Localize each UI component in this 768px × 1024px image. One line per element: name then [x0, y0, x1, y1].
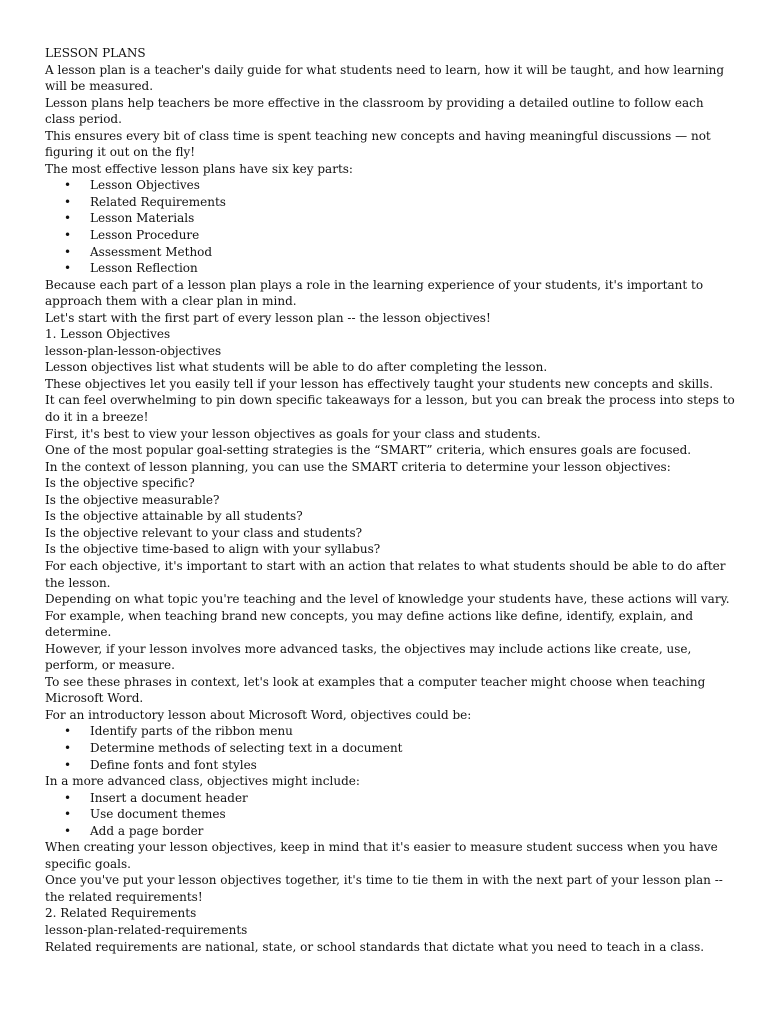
list-item — [64, 260, 735, 277]
paragraph: This ensures every bit of class time is spent teaching new concepts and having meaningful discussions — not figuring it out on the fly! — [45, 128, 711, 160]
bullet-icon: • — [64, 740, 72, 755]
list-item-text: Lesson Procedure — [90, 228, 200, 243]
document-title: LESSON PLANS — [45, 46, 146, 60]
paragraph: When creating your lesson objectives, keep in mind that it's easier to measure student success when you have specific goals. — [45, 840, 718, 871]
bullet-icon: • — [64, 244, 72, 259]
paragraph: Once you've put your lesson objectives together, it's time to tie them in with the next part of your lesson plan -- the related requirements! — [45, 873, 723, 904]
bullet-icon: • — [64, 228, 72, 243]
paragraph: Lesson objectives list what students will be able to do after completing the lesson. — [45, 360, 548, 375]
list-item — [64, 823, 735, 840]
list-item-text: Identify parts of the ribbon menu — [90, 724, 293, 739]
paragraph: It can feel overwhelming to pin down specific takeaways for a lesson, but you can break the process into steps to do it in a breeze! — [45, 393, 735, 425]
paragraph: Depending on what topic you're teaching and the level of knowledge your students have, these actions will vary. — [45, 592, 730, 607]
list-item-text: Define fonts and font styles — [90, 757, 257, 772]
list-item — [64, 177, 735, 194]
list-item — [64, 244, 735, 261]
intro-objectives-list — [45, 723, 735, 773]
paragraph: In the context of lesson planning, you can use the SMART criteria to determine your lesson objectives: — [45, 459, 671, 474]
advanced-objectives-list — [45, 790, 735, 840]
section-heading: 1. Lesson Objectives — [45, 327, 171, 342]
smart-question: Is the objective specific? — [45, 476, 195, 491]
section-slug: lesson-plan-lesson-objectives — [45, 343, 222, 358]
paragraph: In a more advanced class, objectives might include: — [45, 774, 360, 789]
bullet-icon: • — [64, 261, 72, 276]
paragraph: A lesson plan is a teacher's daily guide for what students need to learn, how it will be taught, and how learning will be measured. — [45, 62, 725, 94]
list-item-text: Use document themes — [90, 807, 226, 822]
list-item-text: Add a page border — [90, 823, 204, 838]
list-item-text: Lesson Objectives — [90, 178, 200, 193]
bullet-icon: • — [64, 724, 72, 739]
section-heading: 2. Related Requirements — [45, 906, 197, 921]
list-item — [64, 757, 735, 774]
list-item-text: Related Requirements — [90, 194, 226, 209]
paragraph: For an introductory lesson about Microsoft Word, objectives could be: — [45, 707, 472, 722]
bullet-icon: • — [64, 178, 72, 193]
paragraph: These objectives let you easily tell if your lesson has effectively taught your students new concepts and skills. — [45, 376, 714, 391]
bullet-icon: • — [64, 211, 72, 226]
paragraph: Related requirements are national, state, or school standards that dictate what you need to teach in a class. — [45, 939, 705, 954]
bullet-icon: • — [64, 807, 72, 822]
smart-question: Is the objective measurable? — [45, 492, 220, 507]
paragraph: Because each part of a lesson plan plays a role in the learning experience of your students, it's important to approach them with a clear plan in mind. — [45, 277, 704, 309]
paragraph: Lesson plans help teachers be more effective in the classroom by providing a detailed outline to follow each class period. — [45, 95, 704, 127]
paragraph: The most effective lesson plans have six key parts: — [45, 161, 353, 176]
paragraph: For each objective, it's important to start with an action that relates to what students should be able to do after the lesson. — [45, 558, 726, 590]
section-slug: lesson-plan-related-requirements — [45, 922, 248, 937]
list-item-text: Determine methods of selecting text in a document — [90, 740, 403, 755]
list-item — [64, 790, 735, 807]
key-parts-list — [45, 177, 735, 276]
bullet-icon: • — [64, 823, 72, 838]
list-item — [64, 194, 735, 211]
paragraph: For example, when teaching brand new concepts, you may define actions like define, identify, explain, and determine. — [45, 608, 694, 640]
bullet-icon: • — [64, 194, 72, 209]
paragraph: First, it's best to view your lesson objectives as goals for your class and students. — [45, 426, 541, 441]
smart-question: Is the objective attainable by all students? — [45, 509, 303, 524]
list-item — [64, 740, 735, 757]
smart-question: Is the objective relevant to your class and students? — [45, 525, 363, 540]
list-item — [64, 806, 735, 823]
list-item-text: Assessment Method — [90, 244, 213, 259]
paragraph: However, if your lesson involves more advanced tasks, the objectives may include actions like create, use, perform, or measure. — [45, 641, 692, 673]
list-item — [64, 210, 735, 227]
smart-question: Is the objective time-based to align with your syllabus? — [45, 542, 381, 557]
paragraph: Let's start with the first part of every lesson plan -- the lesson objectives! — [45, 310, 491, 325]
list-item — [64, 227, 735, 244]
document-body — [45, 45, 735, 955]
list-item-text: Lesson Reflection — [90, 261, 198, 276]
bullet-icon: • — [64, 790, 72, 805]
list-item — [64, 723, 735, 740]
list-item-text: Lesson Materials — [90, 211, 195, 226]
bullet-icon: • — [64, 757, 72, 772]
paragraph: To see these phrases in context, let's look at examples that a computer teacher might choose when teaching Microsoft Word. — [45, 674, 706, 706]
paragraph: One of the most popular goal-setting strategies is the “SMART” criteria, which ensures goals are focused. — [45, 443, 692, 458]
list-item-text: Insert a document header — [90, 790, 248, 805]
